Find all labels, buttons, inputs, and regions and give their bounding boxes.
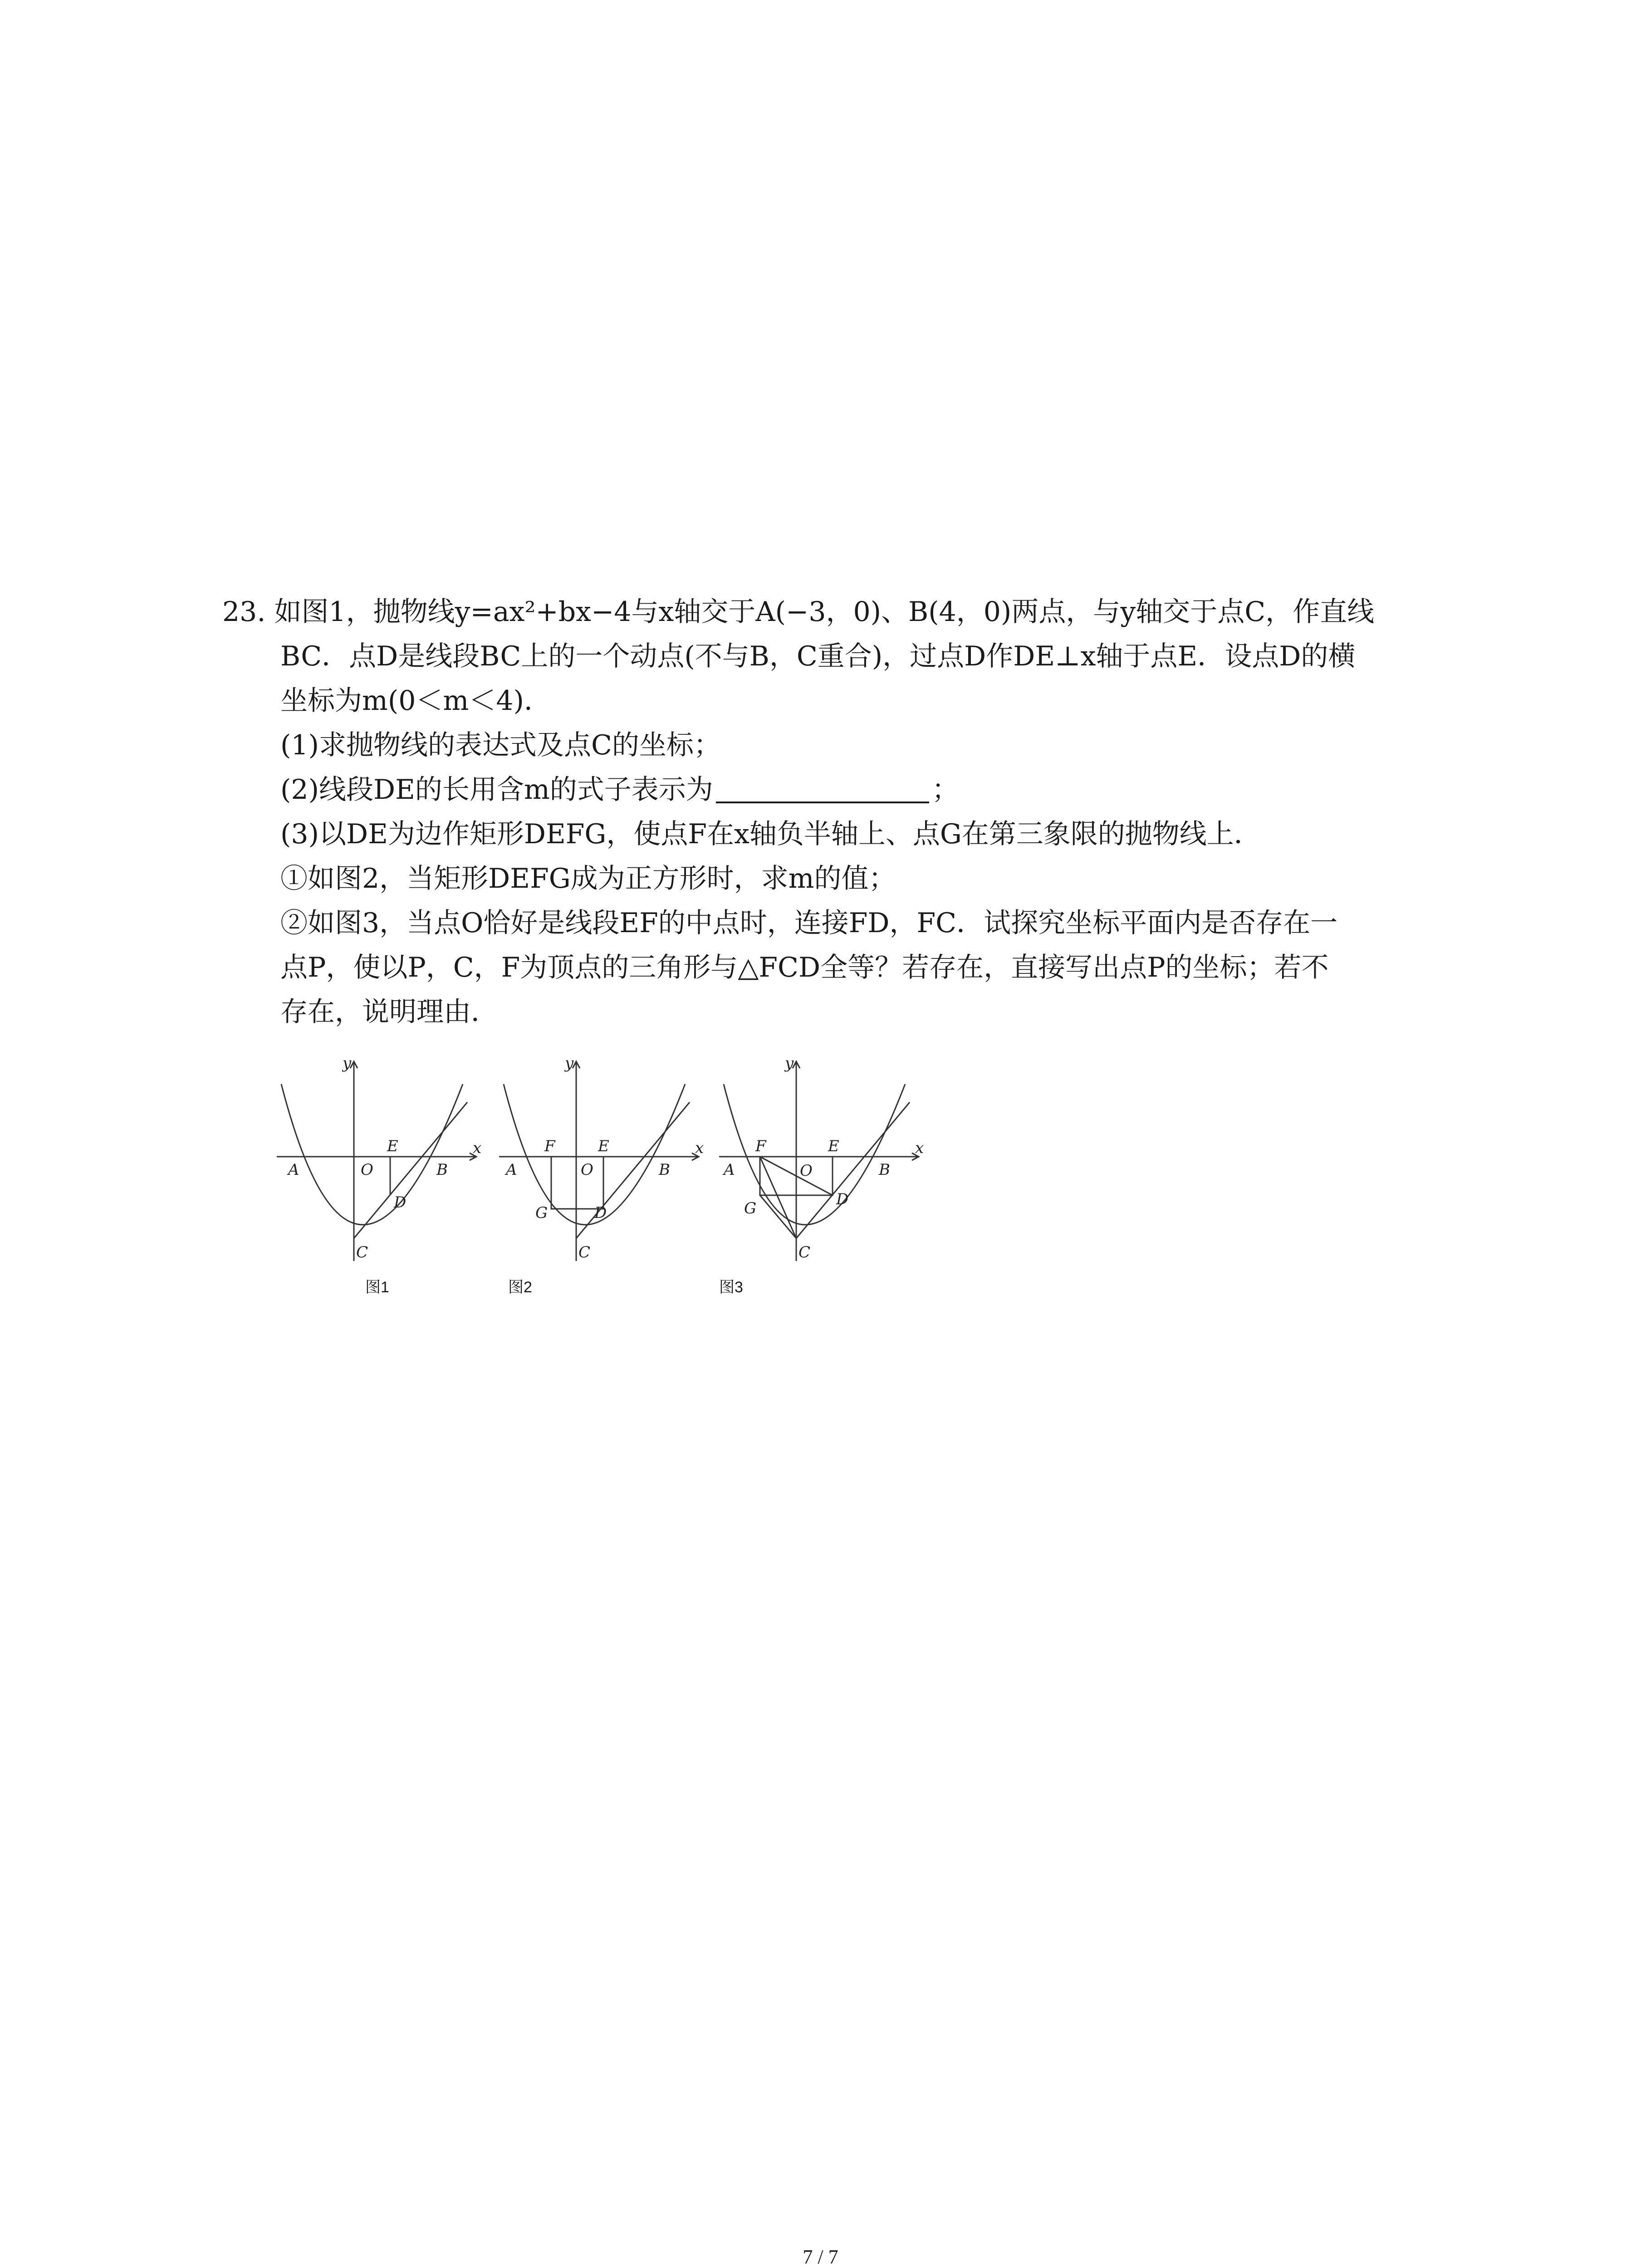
label-e: E: [828, 1137, 839, 1155]
label-e: E: [598, 1137, 609, 1155]
label-x: x: [473, 1139, 482, 1157]
label-g: G: [535, 1204, 548, 1222]
question-3: (3)以DE为边作矩形DEFG，使点F在x轴负半轴上、点G在第三象限的抛物线上．: [280, 818, 1261, 850]
square-defg: [551, 1157, 603, 1209]
label-x: x: [915, 1139, 924, 1157]
problem-23: [222, 590, 1456, 1034]
label-c: C: [578, 1243, 591, 1261]
problem-line-9: 点P，使以P，C，F为顶点的三角形与△FCD全等？若存在，直接写出点P的坐标；若不: [280, 952, 1329, 983]
label-e: E: [387, 1137, 398, 1155]
label-d: D: [836, 1190, 849, 1208]
label-o: O: [361, 1161, 373, 1179]
label-f: F: [544, 1137, 555, 1155]
line-bc: [796, 1102, 910, 1238]
figure-2: [499, 1048, 708, 1275]
segment-fc: [760, 1157, 796, 1238]
figures: [277, 1048, 939, 1302]
label-o: O: [581, 1161, 593, 1179]
answer-blank: [716, 773, 929, 803]
caption-figure-2: 图2: [508, 1279, 532, 1296]
label-y: y: [565, 1054, 574, 1072]
label-y: y: [785, 1054, 794, 1072]
label-c: C: [356, 1243, 368, 1261]
problem-line-2: BC．点D是线段BC上的一个动点(不与B，C重合)，过点D作DE⊥x轴于点E．设点D的横: [280, 640, 1356, 672]
problem-line-1: 23. 如图1，抛物线y=ax²+bx−4与x轴交于A(−3，0)、B(4，0)两点，与y轴交于点C，作直线: [222, 596, 1375, 628]
label-g: G: [744, 1199, 757, 1217]
question-2-suffix: ；: [931, 774, 959, 806]
parabola: [281, 1084, 463, 1225]
question-2: [222, 767, 1456, 812]
label-d: D: [594, 1204, 607, 1222]
label-b: B: [436, 1161, 448, 1179]
label-y: y: [343, 1054, 352, 1072]
question-3-part-1: ①如图2，当矩形DEFG成为正方形时，求m的值；: [280, 863, 896, 894]
label-a: A: [724, 1161, 735, 1179]
page-number: 7 / 7: [803, 2246, 838, 2268]
problem-line-10: 存在，说明理由．: [280, 996, 498, 1028]
problem-line-3: 坐标为m(0＜m＜4)．: [280, 685, 551, 717]
label-b: B: [659, 1161, 670, 1179]
label-c: C: [798, 1243, 811, 1261]
question-2-text: (2)线段DE的长用含m的式子表示为: [280, 774, 713, 806]
question-1: (1)求抛物线的表达式及点C的坐标；: [280, 729, 721, 761]
label-a: A: [288, 1161, 299, 1179]
label-f: F: [755, 1137, 766, 1155]
figure-3: [719, 1048, 937, 1275]
caption-figure-1: 图1: [365, 1279, 389, 1296]
label-o: O: [800, 1162, 813, 1180]
caption-figure-3: 图3: [719, 1279, 743, 1296]
label-d: D: [394, 1193, 407, 1212]
segment-gc: [760, 1195, 796, 1238]
figure-1: [277, 1048, 485, 1275]
label-a: A: [506, 1161, 517, 1179]
question-3-part-2: ②如图3，当点O恰好是线段EF的中点时，连接FD，FC．试探究坐标平面内是否存在一: [280, 907, 1338, 939]
label-x: x: [695, 1139, 704, 1157]
label-b: B: [879, 1161, 890, 1179]
